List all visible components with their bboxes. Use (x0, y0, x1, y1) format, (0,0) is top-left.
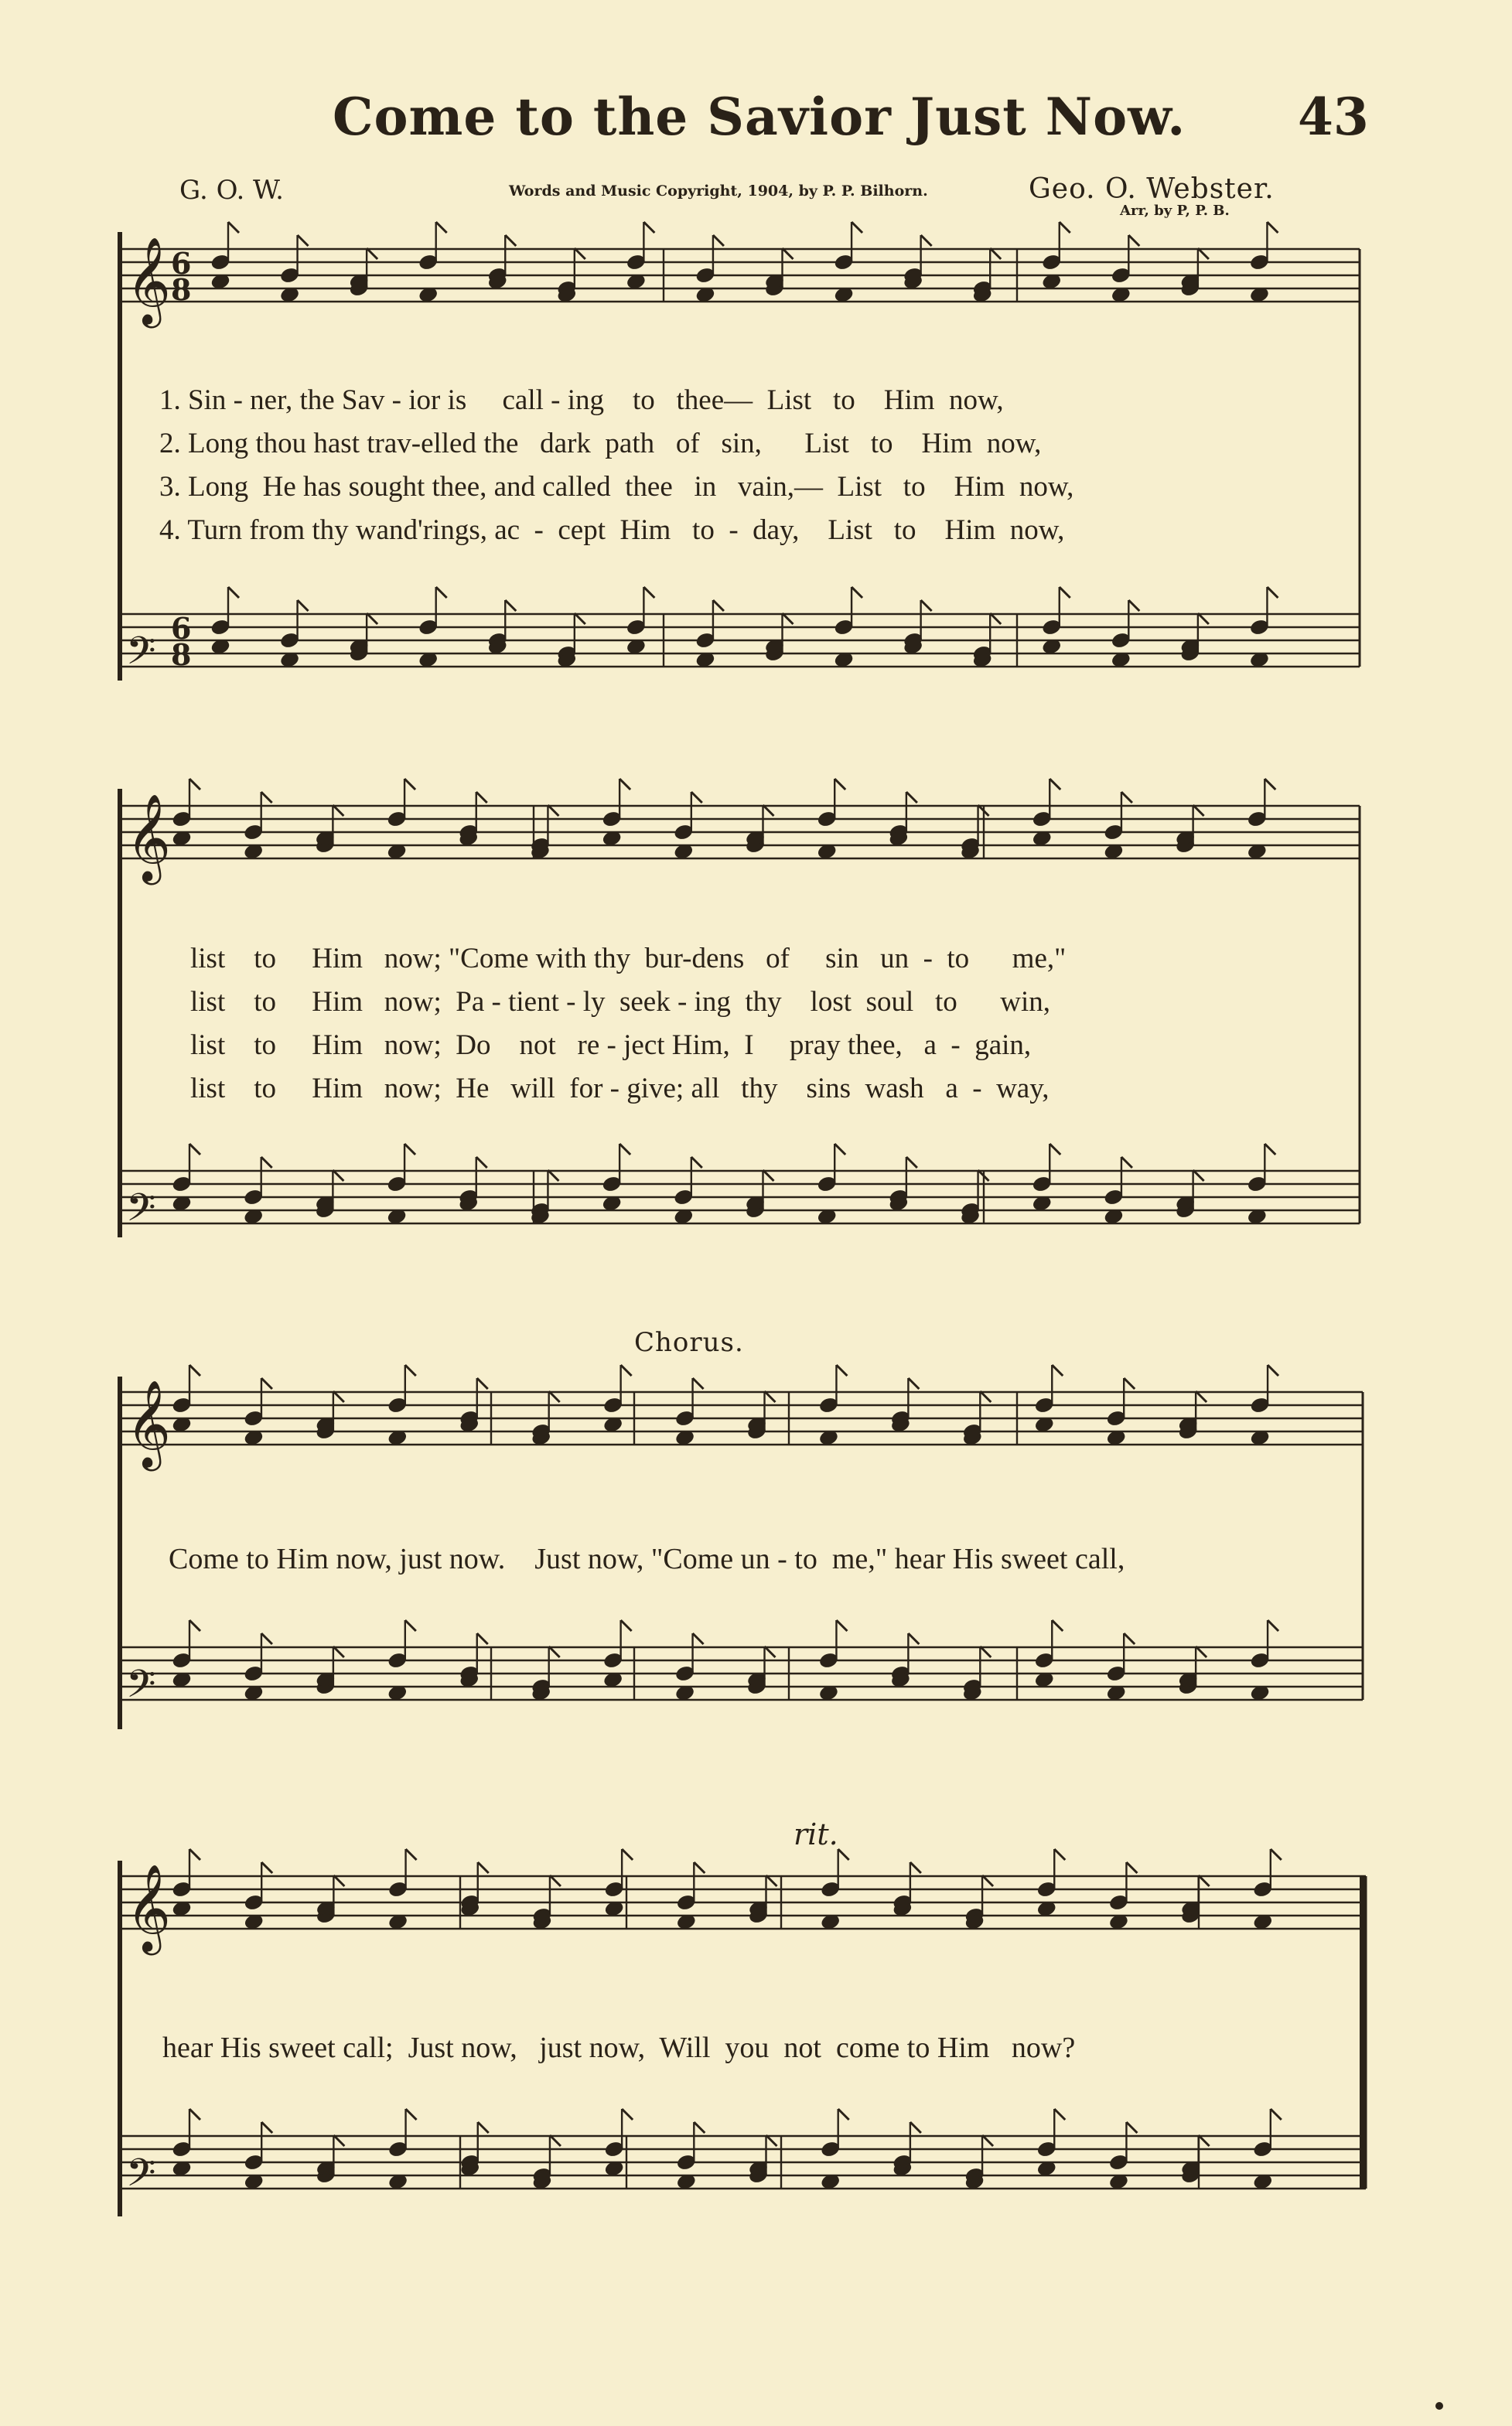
note-flag (713, 600, 724, 611)
note-flag (261, 1157, 272, 1168)
note-flag (189, 779, 200, 790)
note-flag (189, 1620, 200, 1631)
note-flag (1271, 2109, 1282, 2120)
note-flag (406, 2109, 417, 2120)
note-flag (261, 1378, 272, 1389)
note-flag (1265, 1144, 1275, 1155)
note-flag (835, 779, 845, 790)
verse-1-part1: 1. Sin - ner, the Sav - ior is call - ing to thee— List to Him now, (159, 384, 1004, 416)
note-flag (1050, 1144, 1060, 1155)
note-flag (1121, 792, 1132, 803)
note-flag (693, 1378, 704, 1389)
note-flag (908, 1378, 919, 1389)
note-flag (404, 1144, 415, 1155)
note-flag (619, 1144, 630, 1155)
tempo-marking: rit. (794, 1817, 838, 1851)
note-flag (852, 587, 862, 598)
note-flag (406, 1849, 417, 1860)
note-flag (852, 222, 862, 233)
note-flag (1267, 587, 1278, 598)
note-flag (1054, 2109, 1065, 2120)
note-flag (477, 1633, 488, 1644)
note-flag (836, 1620, 847, 1631)
note-flag (921, 235, 932, 246)
note-flag (1268, 1620, 1278, 1631)
note-flag (619, 779, 630, 790)
note-flag (1128, 235, 1139, 246)
treble-clef: 𝄞 (126, 237, 171, 325)
note-flag (261, 2122, 272, 2133)
time-signature-bottom: 8 (171, 272, 192, 307)
bass-clef: 𝄢 (126, 629, 156, 683)
note-flag (1052, 1620, 1063, 1631)
note-flag (691, 1157, 702, 1168)
copyright-notice: Words and Music Copyright, 1904, by P. P. Bilhorn. (509, 183, 928, 200)
note-flag (189, 1144, 200, 1155)
note-flag (1128, 600, 1139, 611)
note-flag (436, 222, 447, 233)
verse-3-part2: list to Him now; Do not re - ject Him, I pray thee, a - gain, (190, 1029, 1032, 1061)
chorus-label: Chorus. (634, 1327, 744, 1358)
note-flag (836, 1365, 847, 1376)
bass-clef: 𝄢 (126, 2151, 156, 2205)
note-flag (835, 1144, 845, 1155)
note-flag (228, 222, 239, 233)
verse-3-part1: 3. Long He has sought thee, and called thee in vain,— List to Him now, (159, 471, 1074, 503)
note-flag (405, 1365, 416, 1376)
note-flag (621, 1620, 632, 1631)
verse-2-part1: 2. Long thou hast trav-elled the dark path of sin, List to Him now, (159, 428, 1042, 459)
page-title: Come to the Savior Just Now. (333, 87, 1186, 147)
note-flag (838, 1849, 849, 1860)
note-flag (713, 235, 724, 246)
note-flag (478, 1862, 489, 1873)
note-flag (505, 600, 516, 611)
note-flag (1060, 222, 1070, 233)
composer: Geo. O. Webster. (1029, 173, 1275, 205)
note-flag (189, 1849, 200, 1860)
note-flag (189, 1365, 200, 1376)
note-flag (261, 1633, 272, 1644)
note-flag (1052, 1365, 1063, 1376)
page-number: 43 (1298, 87, 1369, 147)
chorus-line-1: Come to Him now, just now. Just now, "Come un - to me," hear His sweet call, (169, 1543, 1125, 1575)
note-flag (622, 1849, 633, 1860)
time-signature-top: 6 (171, 246, 192, 281)
note-flag (1126, 1862, 1137, 1873)
note-flag (1268, 1365, 1278, 1376)
treble-clef: 𝄞 (126, 1380, 171, 1468)
treble-clef: 𝄞 (126, 1864, 171, 1952)
note-flag (1271, 1849, 1282, 1860)
note-flag (478, 2122, 489, 2133)
note-flag (908, 1633, 919, 1644)
note-flag (1126, 2122, 1137, 2133)
page-speck (1435, 2402, 1443, 2410)
chorus-line-2: hear His sweet call; Just now, just now, Will you not come to Him now? (162, 2032, 1076, 2064)
note-flag (921, 600, 932, 611)
note-flag (405, 1620, 416, 1631)
note-flag (477, 1378, 488, 1389)
note-flag (1060, 587, 1070, 598)
note-flag (476, 1157, 487, 1168)
time-signature-bottom: 8 (171, 637, 192, 672)
note-flag (1054, 1849, 1065, 1860)
note-flag (910, 1862, 921, 1873)
note-flag (228, 587, 239, 598)
note-flag (261, 792, 272, 803)
note-flag (621, 1365, 632, 1376)
note-flag (298, 235, 309, 246)
note-flag (622, 2109, 633, 2120)
time-signature-top: 6 (171, 611, 192, 646)
treble-clef: 𝄞 (126, 793, 171, 882)
note-flag (643, 222, 654, 233)
note-flag (906, 792, 917, 803)
bass-clef: 𝄢 (126, 1186, 156, 1240)
bass-clef: 𝄢 (126, 1662, 156, 1716)
note-flag (505, 235, 516, 246)
verse-4-part2: list to Him now; He will for - give; all thy sins wash a - way, (190, 1073, 1050, 1104)
note-flag (693, 1633, 704, 1644)
note-flag (694, 2122, 705, 2133)
note-flag (476, 792, 487, 803)
note-flag (1267, 222, 1278, 233)
note-flag (1124, 1633, 1135, 1644)
verse-2-part2: list to Him now; Pa - tient - ly seek - ing thy lost soul to win, (190, 986, 1051, 1018)
note-flag (261, 1862, 272, 1873)
words-author: G. O. W. (179, 175, 284, 206)
note-flag (436, 587, 447, 598)
note-flag (643, 587, 654, 598)
note-flag (298, 600, 309, 611)
arranger: Arr, by P, P. B. (1120, 203, 1230, 219)
note-flag (1124, 1378, 1135, 1389)
note-flag (906, 1157, 917, 1168)
note-flag (910, 2122, 921, 2133)
note-flag (1121, 1157, 1132, 1168)
note-flag (838, 2109, 849, 2120)
note-flag (1265, 779, 1275, 790)
verse-1-part2: list to Him now; "Come with thy bur-dens of sin un - to me," (190, 943, 1067, 974)
note-flag (404, 779, 415, 790)
note-flag (694, 1862, 705, 1873)
note-flag (1050, 779, 1060, 790)
verse-4-part1: 4. Turn from thy wand'rings, ac - cept Him to - day, List to Him now, (159, 514, 1065, 546)
note-flag (691, 792, 702, 803)
note-flag (189, 2109, 200, 2120)
